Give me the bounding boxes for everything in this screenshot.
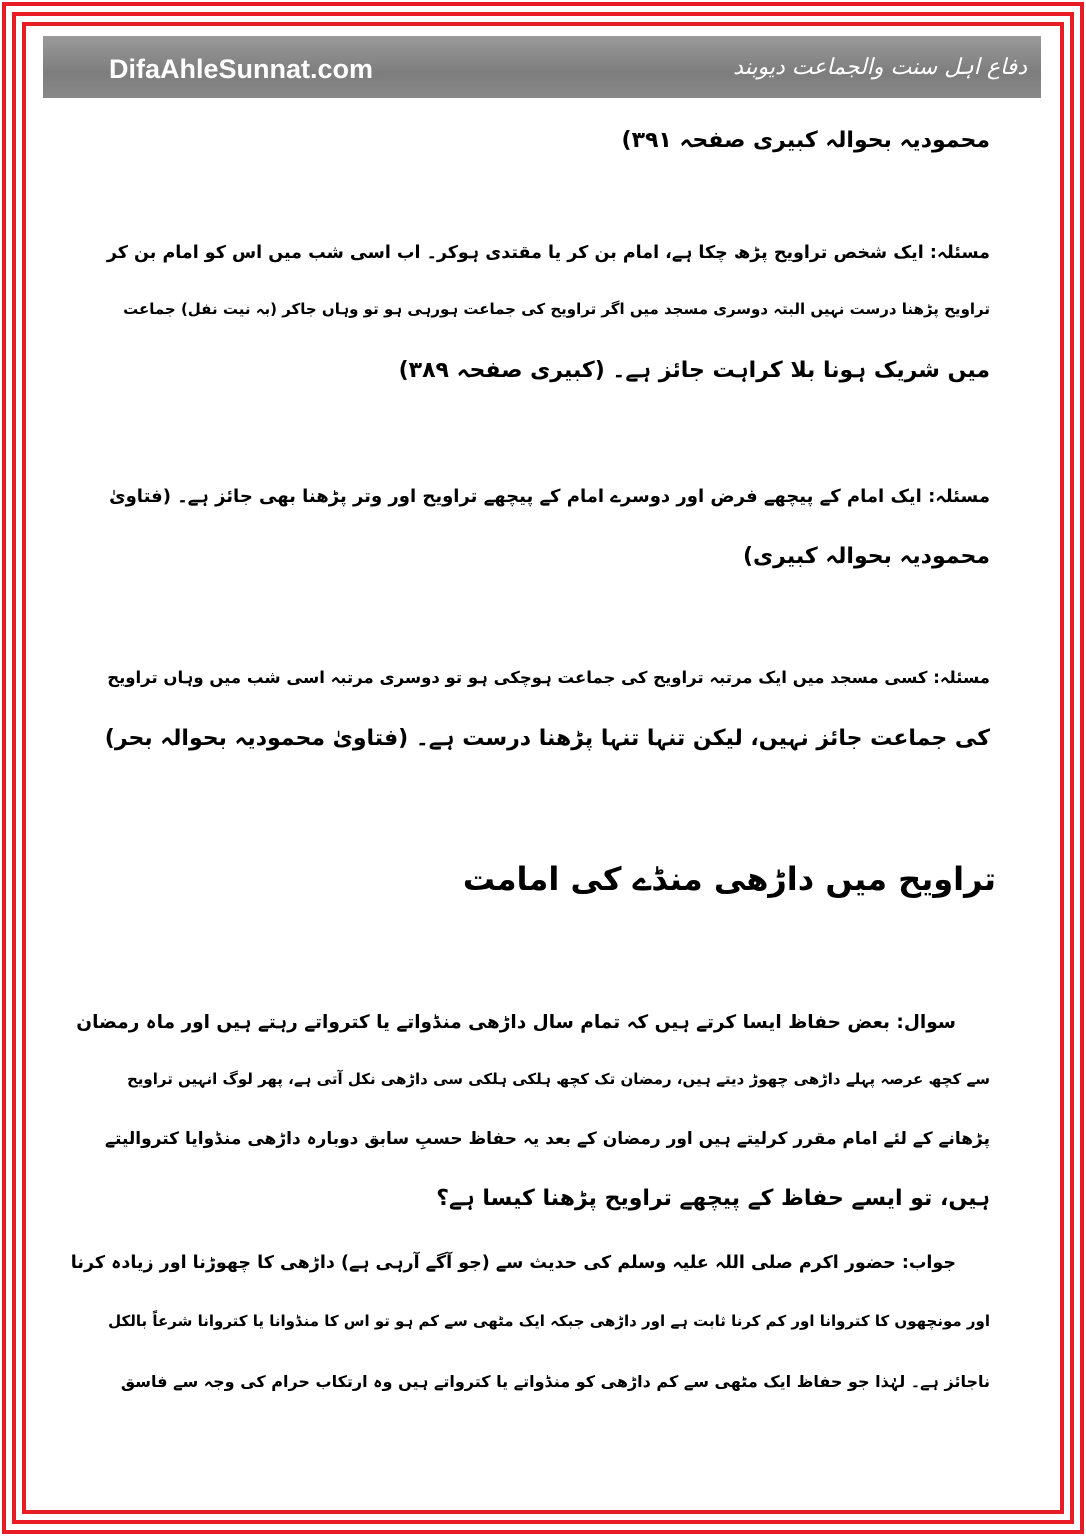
masala-3-line-1: مسئلہ: کسی مسجد میں ایک مرتبہ تراویح کی جماعت ہوچکی ہو تو دوسری مرتبہ اسی شب میں وہاں تراویح (107, 668, 990, 687)
answer-line-3: ناجائز ہے۔ لہٰذا جو حفاظ ایک مٹھی سے کم داڑھی کو منڈواتے یا کترواتے ہیں وہ ارتکاب حرام کی وجہ سے فاسق (120, 1372, 990, 1391)
masala-1-line-1: مسئلہ: ایک شخص تراویح پڑھ چکا ہے، امام بن کر یا مقتدی ہوکر۔ اب اسی شب میں اس کو امام بن کر (106, 243, 990, 263)
question-line-2: سے کچھ عرصہ پہلے داڑھی چھوڑ دیتے ہیں، رمضان تک کچھ ہلکی ہلکی سی داڑھی نکل آتی ہے، پھر لوگ انہیں تراویح (126, 1070, 990, 1088)
answer-line-1: جواب: حضور اکرم صلی اللہ علیہ وسلم کی حدیث سے (جو آگے آرہی ہے) داڑھی کا چھوڑنا اور زیادہ کرنا (70, 1253, 956, 1273)
reference-line: محمودیہ بحوالہ کبیری صفحہ ۳۹۱) (621, 128, 990, 153)
brand-title: دفاع اہل سنت والجماعت دیوبند (733, 55, 1027, 80)
masala-2-line-2: محمودیہ بحوالہ کبیری) (742, 544, 990, 569)
site-url[interactable]: DifaAhleSunnat.com (109, 54, 374, 84)
masala-2-line-1: مسئلہ: ایک امام کے پیچھے فرض اور دوسرے امام کے پیچھے تراویح اور وتر پڑھنا بھی جائز ہے۔ (فتاویٰ (109, 486, 990, 507)
answer-line-2: اور مونچھوں کا کتروانا اور کم کرنا ثابت ہے اور داڑھی جبکہ ایک مٹھی سے کم ہو تو اس کا منڈوانا یا کتروانا شرعاً بالکل (108, 1312, 990, 1330)
question-line-4: ہیں، تو ایسے حفاظ کے پیچھے تراویح پڑھنا کیسا ہے؟ (436, 1186, 990, 1211)
question-line-3: پڑھانے کے لئے امام مقرر کرلیتے ہیں اور رمضان کے بعد یہ حفاظ حسبِ سابق دوبارہ داڑھی منڈوایا کتروالیتے (105, 1129, 990, 1149)
masala-1-line-3: میں شریک ہونا بلا کراہت جائز ہے۔ (کبیری صفحہ ۳۸۹) (398, 358, 990, 383)
question-line-1: سوال: بعض حفاظ ایسا کرتے ہیں کہ تمام سال داڑھی منڈواتے یا کترواتے رہتے ہیں اور ماہ رمضان (76, 1012, 956, 1033)
masala-3-line-2: کی جماعت جائز نہیں، لیکن تنہا تنہا پڑھنا درست ہے۔ (فتاویٰ محمودیہ بحوالہ بحر) (104, 726, 990, 751)
masala-1-line-2: تراویح پڑھنا درست نہیں البتہ دوسری مسجد میں اگر تراویح کی جماعت ہورہی ہو تو وہاں جاکر (بہ نیت نفل) جماعت (123, 300, 990, 318)
header-bar (43, 36, 1041, 98)
section-title: تراویح میں داڑھی منڈے کی امامت (462, 860, 996, 898)
